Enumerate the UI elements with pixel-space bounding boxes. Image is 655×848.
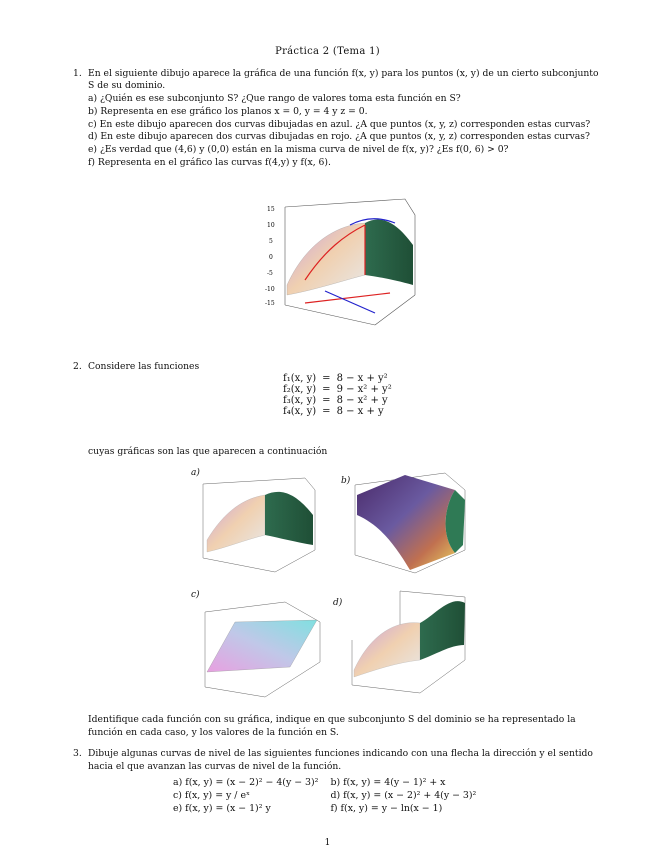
exercise-2-outro-cont: función en cada caso, y los valores de la función en S. bbox=[88, 727, 339, 738]
function-list bbox=[280, 373, 395, 417]
exercise-3-row bbox=[167, 776, 482, 789]
exercise-3-item-e: e) f(x, y) = (x − 1)² y bbox=[173, 803, 271, 814]
exercise-1-intro: En el siguiente dibujo aparece la gráfica de una función f(x, y) para los puntos (x, y) de un cierto subconjunto bbox=[88, 68, 599, 79]
exercise-1-item-a: a) ¿Quién es ese subconjunto S? ¿Que rango de valores toma esta función en S? bbox=[88, 93, 461, 104]
exercise-3-item-f: f) f(x, y) = y − ln(x − 1) bbox=[330, 803, 443, 814]
exercise-3-intro-cont: hacia el que avanzan las curvas de nivel de la función. bbox=[88, 761, 342, 772]
exercise-2-after: cuyas gráficas son las que aparecen a continuación bbox=[88, 446, 328, 457]
exercise-1-intro-cont: S de su dominio. bbox=[88, 80, 166, 91]
page-number: 1 bbox=[324, 838, 331, 848]
blue-floor-line bbox=[325, 291, 375, 313]
exercise-1-surface-plot bbox=[265, 195, 425, 345]
exercise-3-number: 3. bbox=[73, 748, 82, 759]
exercise-3-functions bbox=[167, 776, 482, 815]
plot-label-a: a) bbox=[191, 468, 200, 478]
function-row: f₃(x, y) = 8 − x² + y bbox=[283, 395, 388, 406]
exercise-1-item-b: b) Representa en ese gráfico los planos x = 0, y = 4 y z = 0. bbox=[88, 106, 368, 117]
function-row: f₂(x, y) = 9 − x² + y² bbox=[283, 384, 392, 395]
tick-label: -15 bbox=[265, 300, 275, 307]
x-axis bbox=[285, 305, 375, 325]
exercise-3-row bbox=[167, 789, 482, 802]
y-axis bbox=[375, 295, 415, 325]
tick-label: 10 bbox=[267, 222, 275, 229]
exercise-3-item-c: c) f(x, y) = y / eˣ bbox=[173, 790, 250, 801]
page-title: Práctica 2 (Tema 1) bbox=[275, 46, 380, 57]
plot-label-b: b) bbox=[341, 476, 351, 486]
surface-left bbox=[287, 223, 365, 295]
tick-label: -10 bbox=[265, 286, 275, 293]
exercise-3-intro: Dibuje algunas curvas de nivel de las siguientes funciones indicando con una flecha la dirección y el sentido bbox=[88, 748, 593, 759]
tick-label: 5 bbox=[269, 238, 273, 245]
tick-label: -5 bbox=[267, 270, 273, 277]
exercise-2-number: 2. bbox=[73, 361, 82, 372]
function-row: f₁(x, y) = 8 − x + y² bbox=[283, 373, 388, 384]
exercise-3-row bbox=[167, 802, 482, 815]
exercise-2-outro: Identifique cada función con su gráfica, indique en que subconjunto S del dominio se ha representado la bbox=[88, 714, 576, 725]
exercise-1-item-c: c) En este dibujo aparecen dos curvas dibujadas en azul. ¿A que puntos (x, y, z) corresponden estas curvas? bbox=[88, 119, 591, 130]
exercise-3-item-b: b) f(x, y) = 4(y − 1)² + x bbox=[330, 777, 446, 788]
exercise-1-item-f: f) Representa en el gráfico las curvas f(4,y) y f(x, 6). bbox=[88, 157, 331, 168]
tick-label: 15 bbox=[267, 206, 275, 213]
surface-right bbox=[365, 219, 413, 285]
function-row: f₄(x, y) = 8 − x + y bbox=[283, 406, 384, 417]
exercise-2-intro: Considere las funciones bbox=[88, 361, 200, 372]
exercise-1-number: 1. bbox=[73, 68, 82, 79]
plot-label-d: d) bbox=[333, 598, 343, 608]
exercise-1-item-e: e) ¿Es verdad que (4,6) y (0,0) están en la misma curva de nivel de f(x, y)? ¿Es f(0, 6) > 0? bbox=[88, 144, 509, 155]
tick-label: 0 bbox=[269, 254, 273, 261]
plot-a bbox=[195, 470, 320, 580]
exercise-3-item-d: d) f(x, y) = (x − 2)² + 4(y − 3)² bbox=[330, 790, 477, 801]
exercise-3-item-a: a) f(x, y) = (x − 2)² − 4(y − 3)² bbox=[173, 777, 319, 788]
exercise-1-item-d: d) En este dibujo aparecen dos curvas dibujadas en rojo. ¿A que puntos (x, y, z) corresponden estas curvas? bbox=[88, 131, 590, 142]
plot-label-c: c) bbox=[191, 590, 200, 600]
